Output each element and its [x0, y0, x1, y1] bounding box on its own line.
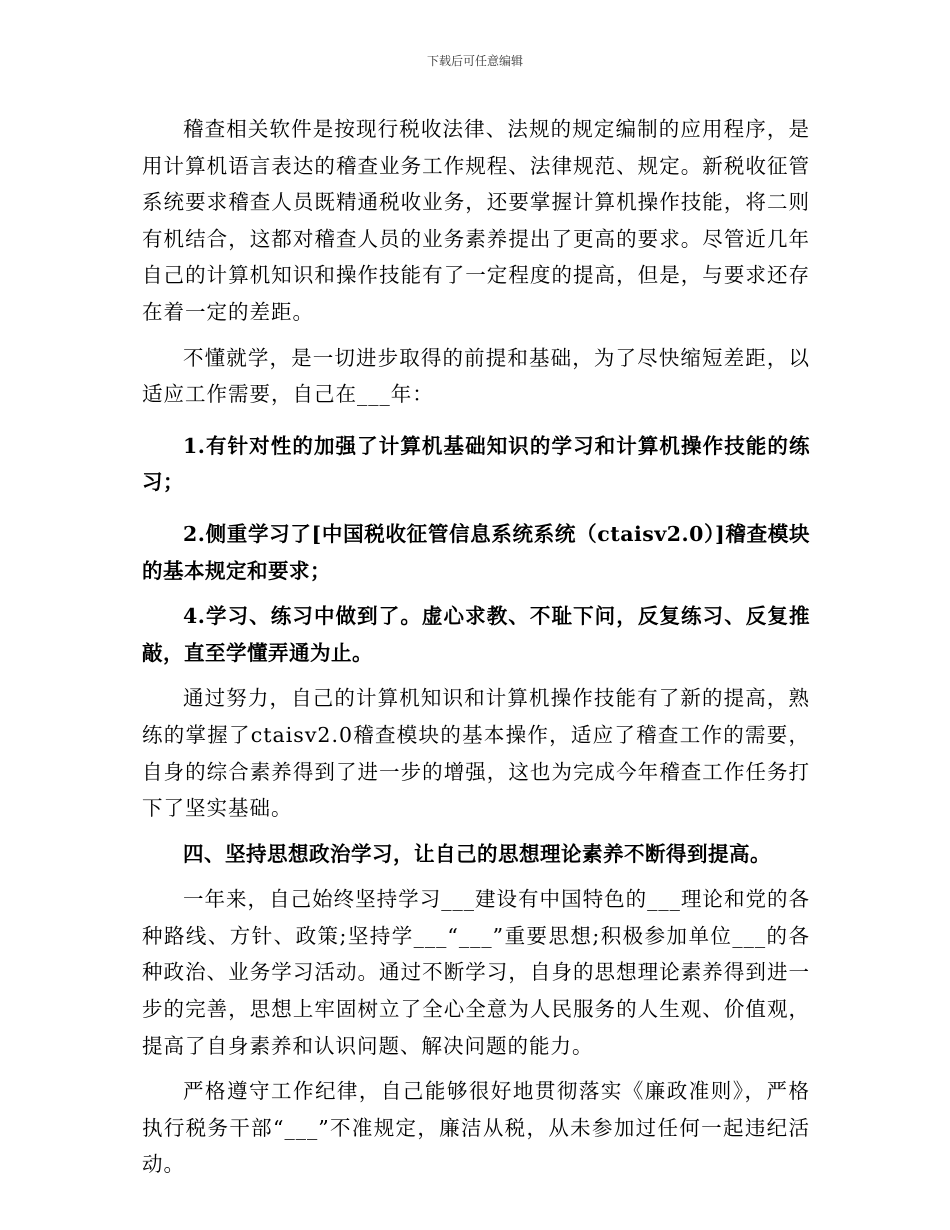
paragraph-discipline: 严格遵守工作纪律，自己能够很好地贯彻落实《廉政准则》，严格执行税务干部“___”不准规定，廉洁从税，从未参加过任何一起违纪活动。	[142, 1079, 810, 1177]
paragraph-political-study: 一年来，自己始终坚持学习___建设有中国特色的___理论和党的各种路线、方针、政策;坚持学___“___”重要思想;积极参加单位___的各种政治、业务学习活动。通过不断学习，自身的思想理论素养得到进一步的完善，思想上牢固树立了全心全意为人民服务的人生观、价值观，提高了自身素养和认识问题、解决问题的能力。	[142, 887, 810, 1058]
paragraph-learning-start: 不懂就学，是一切进步取得的前提和基础，为了尽快缩短差距，以适应工作需要，自己在___年：	[142, 345, 810, 407]
document-body	[142, 111, 810, 1183]
list-item-4: 4.学习、练习中做到了。虚心求教、不耻下问，反复练习、反复推敲，直至学懂弄通为止。	[142, 604, 810, 665]
list-item-2: 2.侧重学习了[中国税收征管信息系统系统（ctaisv2.0）]稽查模块的基本规定和要求；	[142, 521, 810, 583]
paragraph-software-intro: 稽查相关软件是按现行税收法律、法规的规定编制的应用程序，是用计算机语言表达的稽查业务工作规程、法律规范、规定。新税收征管系统要求稽查人员既精通税收业务，还要掌握计算机操作技能，将二则有机结合，这都对稽查人员的业务素养提出了更高的要求。尽管近几年自己的计算机知识和操作技能有了一定程度的提高，但是，与要求还存在着一定的差距。	[142, 117, 810, 324]
page-header: 下载后可任意编辑	[426, 54, 523, 68]
list-item-1: 1.有针对性的加强了计算机基础知识的学习和计算机操作技能的练习；	[142, 433, 810, 495]
section-heading-4: 四、坚持思想政治学习，让自己的思想理论素养不断得到提高。	[183, 841, 771, 866]
paragraph-results: 通过努力，自己的计算机知识和计算机操作技能有了新的提高，熟练的掌握了ctaisv2.0稽查模块的基本操作，适应了稽查工作的需要，自身的综合素养得到了进一步的增强，这也为完成今年稽查工作任务打下了坚实基础。	[142, 686, 810, 821]
